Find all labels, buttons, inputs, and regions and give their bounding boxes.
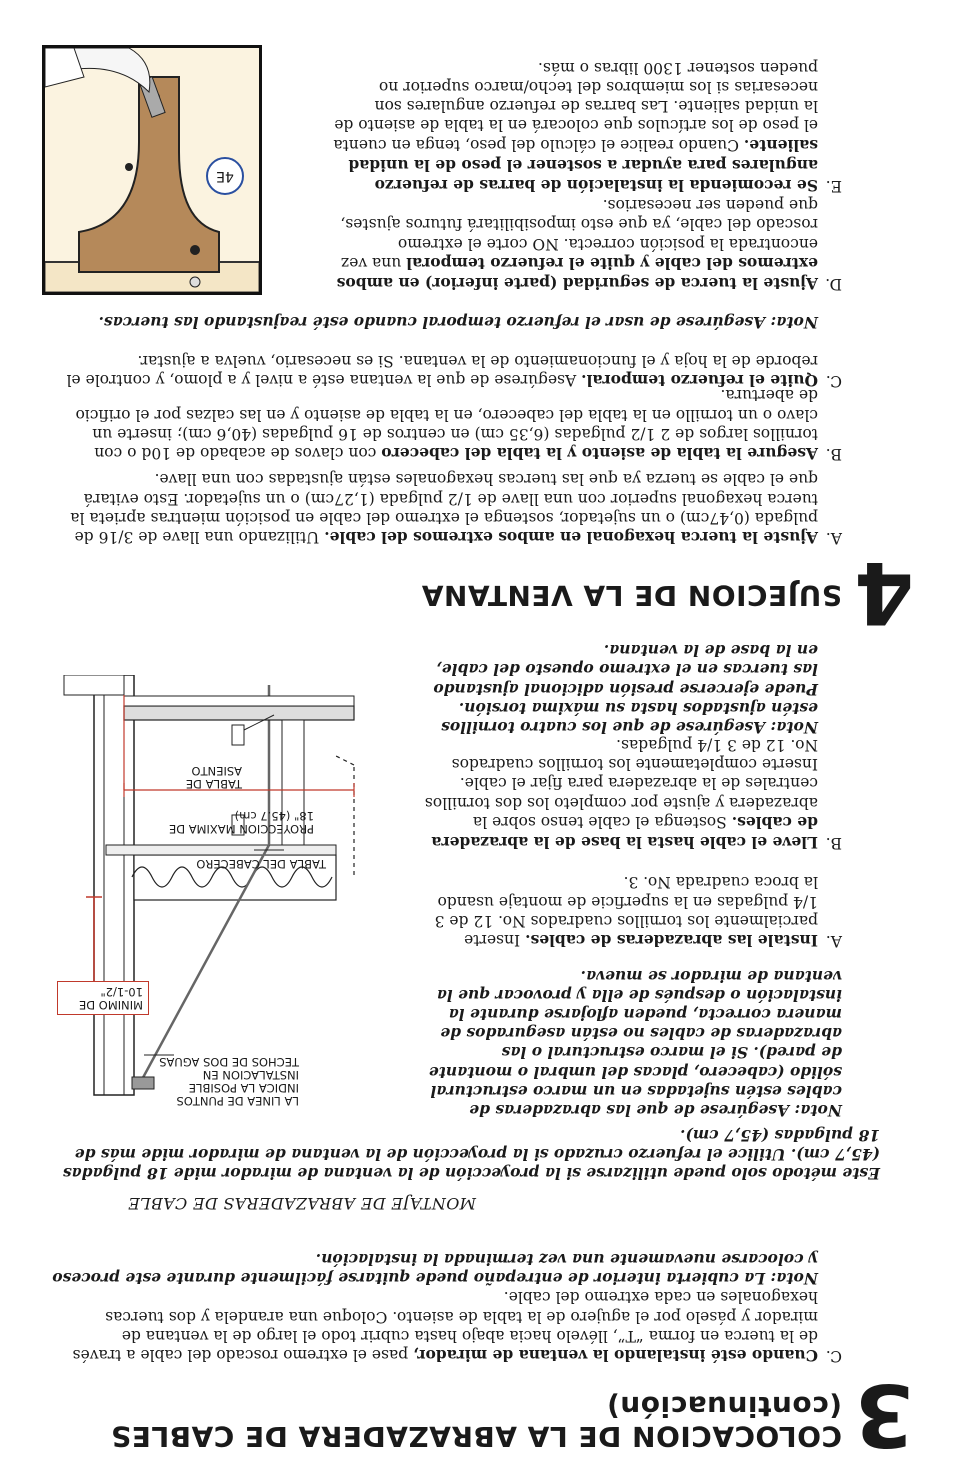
- section-4-item-b: [52, 385, 842, 463]
- diagram-label-header-board: TABLA DEL CABECERO: [196, 857, 326, 871]
- item-letter: C.: [825, 1347, 842, 1365]
- section-3-title-line2: (continuación): [606, 1389, 842, 1423]
- item-letter: A.: [825, 932, 842, 950]
- section-3-note-b: Nota: Asegúrese de que los cuatro tornillos estén ajustados hasta su máxima torsión. Puede ejercerse presión adicional ajustando las tuercas en el extremo opuesto del cable, en la base de la ventana.: [433, 641, 818, 737]
- section-4-item-c: [52, 351, 842, 390]
- item-b-text: con clavos de acabado de 10d o con tornillos largos de 2 1/2 pulgadas (6,35 cm) en centros de 16 pulgadas (40,6 cm); inserte un clavo o un tornillo en la tabla del cabecero, en la tabla de asiento y en las calzas por el orificio de abertura.: [75, 386, 818, 462]
- item-letter: B.: [825, 445, 842, 463]
- item-d-text: una vez encontrada la posición correcta. NO corte el extremo roscado del cable, ya que esto imposibilitará futuros ajustes, que pueden ser necesarios.: [340, 196, 818, 272]
- item-a-text: Inserte parcialmente los tornillos cuadrados No. 12 de 3 1/4 pulgadas en la superficie de montaje usando la broca cuadrada No. 3.: [434, 873, 818, 949]
- section-3-item-c: [67, 1287, 842, 1365]
- section-3-item-b: [422, 735, 842, 852]
- item-a-bold: Instale las abrazaderas de cables.: [525, 931, 818, 950]
- section-3-item-a: [422, 872, 842, 950]
- section-3-number: 3: [854, 1364, 914, 1464]
- section-4-title: SUJECION DE LA VENTANA: [421, 579, 842, 612]
- item-letter: E.: [825, 177, 842, 195]
- section-3-title: [111, 1391, 842, 1451]
- section-4-item-e: [332, 58, 842, 195]
- diagram-label-seat-board: TABLA DE ASIENTO: [185, 764, 242, 791]
- item-letter: A.: [825, 529, 842, 547]
- section-3-method-note: Este método solo puede utilizarse si la proyección de la ventana de mirador mide 18 pulgadas (45,7 cm). Utilice el refuerzo cruzado si la proyección de la ventana de mirador mide más de 18 pulgadas (45,7 cm).: [62, 1125, 880, 1183]
- item-e-bold: Se recomienda la instalación de barras de refuerzo angulares para ayudar a sostener el peso de la unidad saliente.: [348, 135, 818, 195]
- item-d-bold: Ajuste la tuerca de seguridad (parte inferior) en ambos extremos del cable y quite el refuerzo temporal: [336, 253, 818, 293]
- section-3-note-structure: Nota: Asegúrese de que las abrazaderas de cables estén sujetadas en un marco estructural sólido (cabecero, placas del umbral o montante de pared). Si el marco estructural o las abrazaderas de cables no están asegurados de manera correcta, pueden aflojarse durante la instalación o después de ella y provocar que la ventana de mirador se mueva.: [428, 966, 842, 1120]
- item-c-bold: Quite el refuerzo temporal.: [581, 371, 818, 390]
- item-a-text: Utilizando una llave de 3/16 de pulgada (0,47cm) o un sujetador, sostenga el extremo del cable en posición mientras aprieta la tuerca hexagonal superior con una llave de 1/2 pulgada (1,27cm) o un sujetador. Esto evitará que el cable se tuerza ya que las tuercas hexagonales están ajustadas con una llave.: [70, 470, 818, 546]
- item-a-bold: Ajuste la tuerca hexagonal en ambos extremos del cable.: [324, 528, 818, 547]
- item-c-text: pase el extremo roscado del cable a través de la tuerca en forma “T”, llévelo hacia abajo hasta cubrir todo el largo de la ventana de mirador y páselo por el agujero de la tabla de asiento. Coloque una arandela y dos tuercas hexagonales en cada extremo del cable.: [72, 1288, 818, 1364]
- item-b-text: Sostenga el cable tenso sobre la abrazadera y ajuste por completo los dos tornillos centrales de la abrazadera para fijar el cable. Inserte completamente los tornillos cuadrados No. 12 de 3 1/4 pulgadas.: [424, 735, 818, 831]
- diagram-label-minimum: MINIMO DE 10-1/2": [57, 981, 149, 1015]
- section-4-item-a: [52, 469, 842, 547]
- item-c-text: Asegúrese de que la ventana esté a nivel y a plomo, y controle el reborde de la hoja y el funcionamiento de la ventana. Si es necesario, vuelva a ajustar.: [66, 351, 818, 389]
- section-4-number: 4: [854, 542, 914, 642]
- item-b-bold: Lleve el cable hasta la base de la abrazadera de cables.: [431, 812, 818, 852]
- section-3-title-line1: COLOCACION DE LA ABRAZADERA DE CABLES: [110, 1420, 842, 1453]
- section-4-item-d: [332, 195, 842, 293]
- illustration-badge-4e: 4E: [206, 157, 244, 195]
- cable-clamp-diagram-svg: [44, 675, 364, 1115]
- cable-clamp-diagram: [44, 675, 364, 1115]
- item-e-text: Cuando realice el cálculo del peso, tenga en cuenta el peso de los artículos que colocará en la tabla de asiento de la unidad saliente. Las barras de refuerzo angulares son necesarias si los miembros del techo/marco superior no pueden sostener 1300 libras o más.: [333, 58, 818, 154]
- diagram-label-dashed-line: LA LINEA DE PUNTOS INDICA LA POSIBLE INSTALACION EN TECHOS DE DOS AGUAS: [159, 1055, 299, 1108]
- item-c-bold: Cuando esté instalando la ventana de mirador,: [413, 1346, 818, 1365]
- section-3-subheading: MONTAJE DE ABRAZADERAS DE CABLE: [127, 1194, 476, 1213]
- section-3-note-c: Nota: La cubierta interior de entrepaño puede quitarse fácilmente durante este proceso y colocarse nuevamente una vez terminada la instalación.: [52, 1249, 818, 1288]
- section-4-note-c: Nota: Asegúrese de usar el refuerzo temporal cuando esté reajustando las tuercas.: [98, 313, 818, 332]
- item-letter: C.: [825, 372, 842, 390]
- item-letter: B.: [825, 834, 842, 852]
- diagram-label-max-projection: PROYECCION MAXIMA DE 18" (45.7 cm): [168, 809, 314, 836]
- item-b-bold: Asegure la tabla de asiento y la tabla del cabecero: [381, 444, 818, 463]
- item-letter: D.: [825, 275, 842, 293]
